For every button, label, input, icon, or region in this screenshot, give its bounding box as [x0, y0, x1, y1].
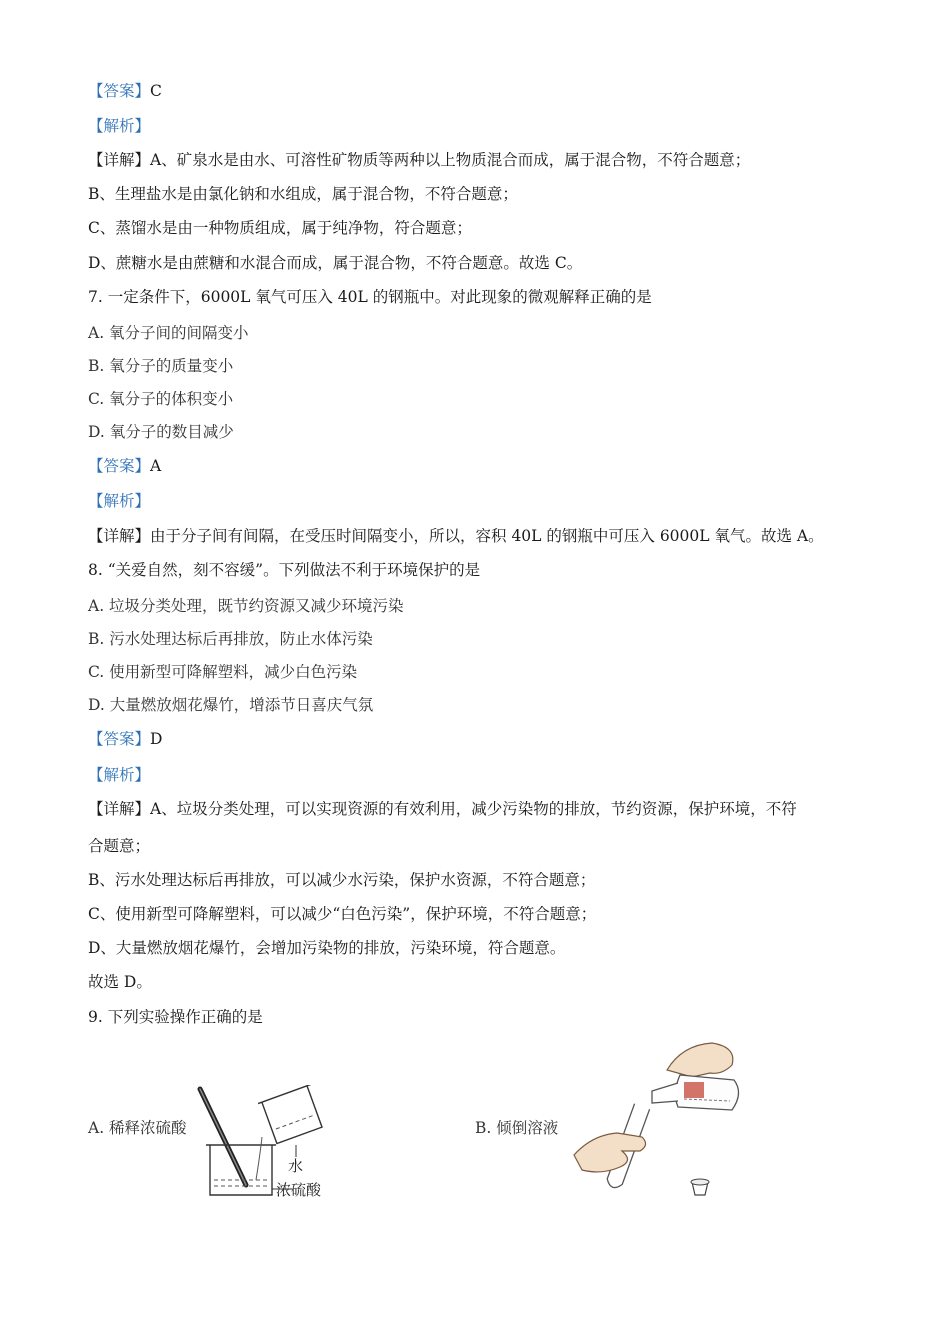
answer-tag: 【答案】 [88, 82, 151, 100]
label-water: 水 [288, 1158, 304, 1175]
q6-answer-line [88, 80, 162, 102]
q8-detail-line-4: C、使用新型可降解塑料，可以减少“白色污染”，保护环境，不符合题意； [88, 905, 597, 923]
q8-option-a: A. 垃圾分类处理，既节约资源又减少环境污染 [88, 597, 404, 615]
pouring-beaker [258, 1085, 326, 1145]
answer-tag: 【答案】 [88, 457, 151, 475]
pour-solution-figure [572, 1035, 752, 1210]
detail-text: 由于分子间有间隔，在受压时间隔变小，所以，容积 40L 的钢瓶中可压入 6000L 氧气。故选 A。 [150, 527, 824, 545]
q7-option-c: C. 氧分子的体积变小 [88, 390, 234, 408]
q8-answer-line [88, 728, 162, 750]
q7-option-a: A. 氧分子间的间隔变小 [88, 324, 249, 342]
detail-tag: 【详解】 [88, 151, 151, 169]
q6-detail-line-4: D、蔗糖水是由蔗糖和水混合而成，属于混合物，不符合题意。故选 C。 [88, 254, 583, 272]
q6-detail-line-3: C、蒸馏水是由一种物质组成，属于纯净物，符合题意； [88, 219, 472, 237]
q7-analysis-tag: 【解析】 [88, 492, 151, 510]
detail-text: A、垃圾分类处理，可以实现资源的有效利用，减少污染物的排放，节约资源，保护环境，不符 [150, 800, 797, 818]
q7-option-d: D. 氧分子的数目减少 [88, 423, 234, 441]
q6-detail-line-2: B、生理盐水是由氯化钠和水组成，属于混合物，不符合题意； [88, 185, 518, 203]
q8-analysis-tag: 【解析】 [88, 766, 151, 784]
answer-value: C [150, 82, 162, 100]
q6-detail-line-1 [88, 149, 750, 171]
q6-analysis-tag: 【解析】 [88, 117, 151, 135]
q8-option-d: D. 大量燃放烟花爆竹，增添节日喜庆气氛 [88, 696, 374, 714]
answer-tag: 【答案】 [88, 730, 151, 748]
detail-tag: 【详解】 [88, 800, 151, 818]
dilute-acid-figure [196, 1085, 341, 1205]
q8-detail-line-5: D、大量燃放烟花爆竹，会增加污染物的排放，污染环境，符合题意。 [88, 939, 566, 957]
q8-detail-line-3: B、污水处理达标后再排放，可以减少水污染，保护水资源，不符合题意； [88, 871, 596, 889]
upper-hand [667, 1043, 733, 1077]
q7-option-b: B. 氧分子的质量变小 [88, 357, 234, 375]
q9-stem: 9. 下列实验操作正确的是 [88, 1008, 263, 1026]
q7-stem: 7. 一定条件下，6000L 氧气可压入 40L 的钢瓶中。对此现象的微观解释正确的是 [88, 288, 652, 306]
q8-detail-line-1 [88, 798, 797, 820]
q9-option-a: A. 稀释浓硫酸 [88, 1119, 187, 1137]
detail-text: A、矿泉水是由水、可溶性矿物质等两种以上物质混合而成，属于混合物，不符合题意； [150, 151, 751, 169]
reagent-bottle [652, 1075, 739, 1110]
q7-detail-line [88, 525, 824, 547]
detail-tag: 【详解】 [88, 527, 151, 545]
q7-answer-line [88, 455, 161, 477]
q8-option-c: C. 使用新型可降解塑料，减少白色污染 [88, 663, 358, 681]
q8-detail-line-6: 故选 D。 [88, 973, 152, 991]
q9-option-b: B. 倾倒溶液 [475, 1119, 559, 1137]
q8-option-b: B. 污水处理达标后再排放，防止水体污染 [88, 630, 373, 648]
answer-value: A [150, 457, 162, 475]
pour-stream [256, 1137, 262, 1180]
q8-detail-line-2: 合题意； [88, 837, 151, 855]
lower-hand [574, 1133, 646, 1172]
label-concentrated-acid: 浓硫酸 [276, 1182, 322, 1199]
q8-stem: 8. “关爱自然，刻不容缓”。下列做法不利于环境保护的是 [88, 561, 481, 579]
answer-value: D [150, 730, 163, 748]
